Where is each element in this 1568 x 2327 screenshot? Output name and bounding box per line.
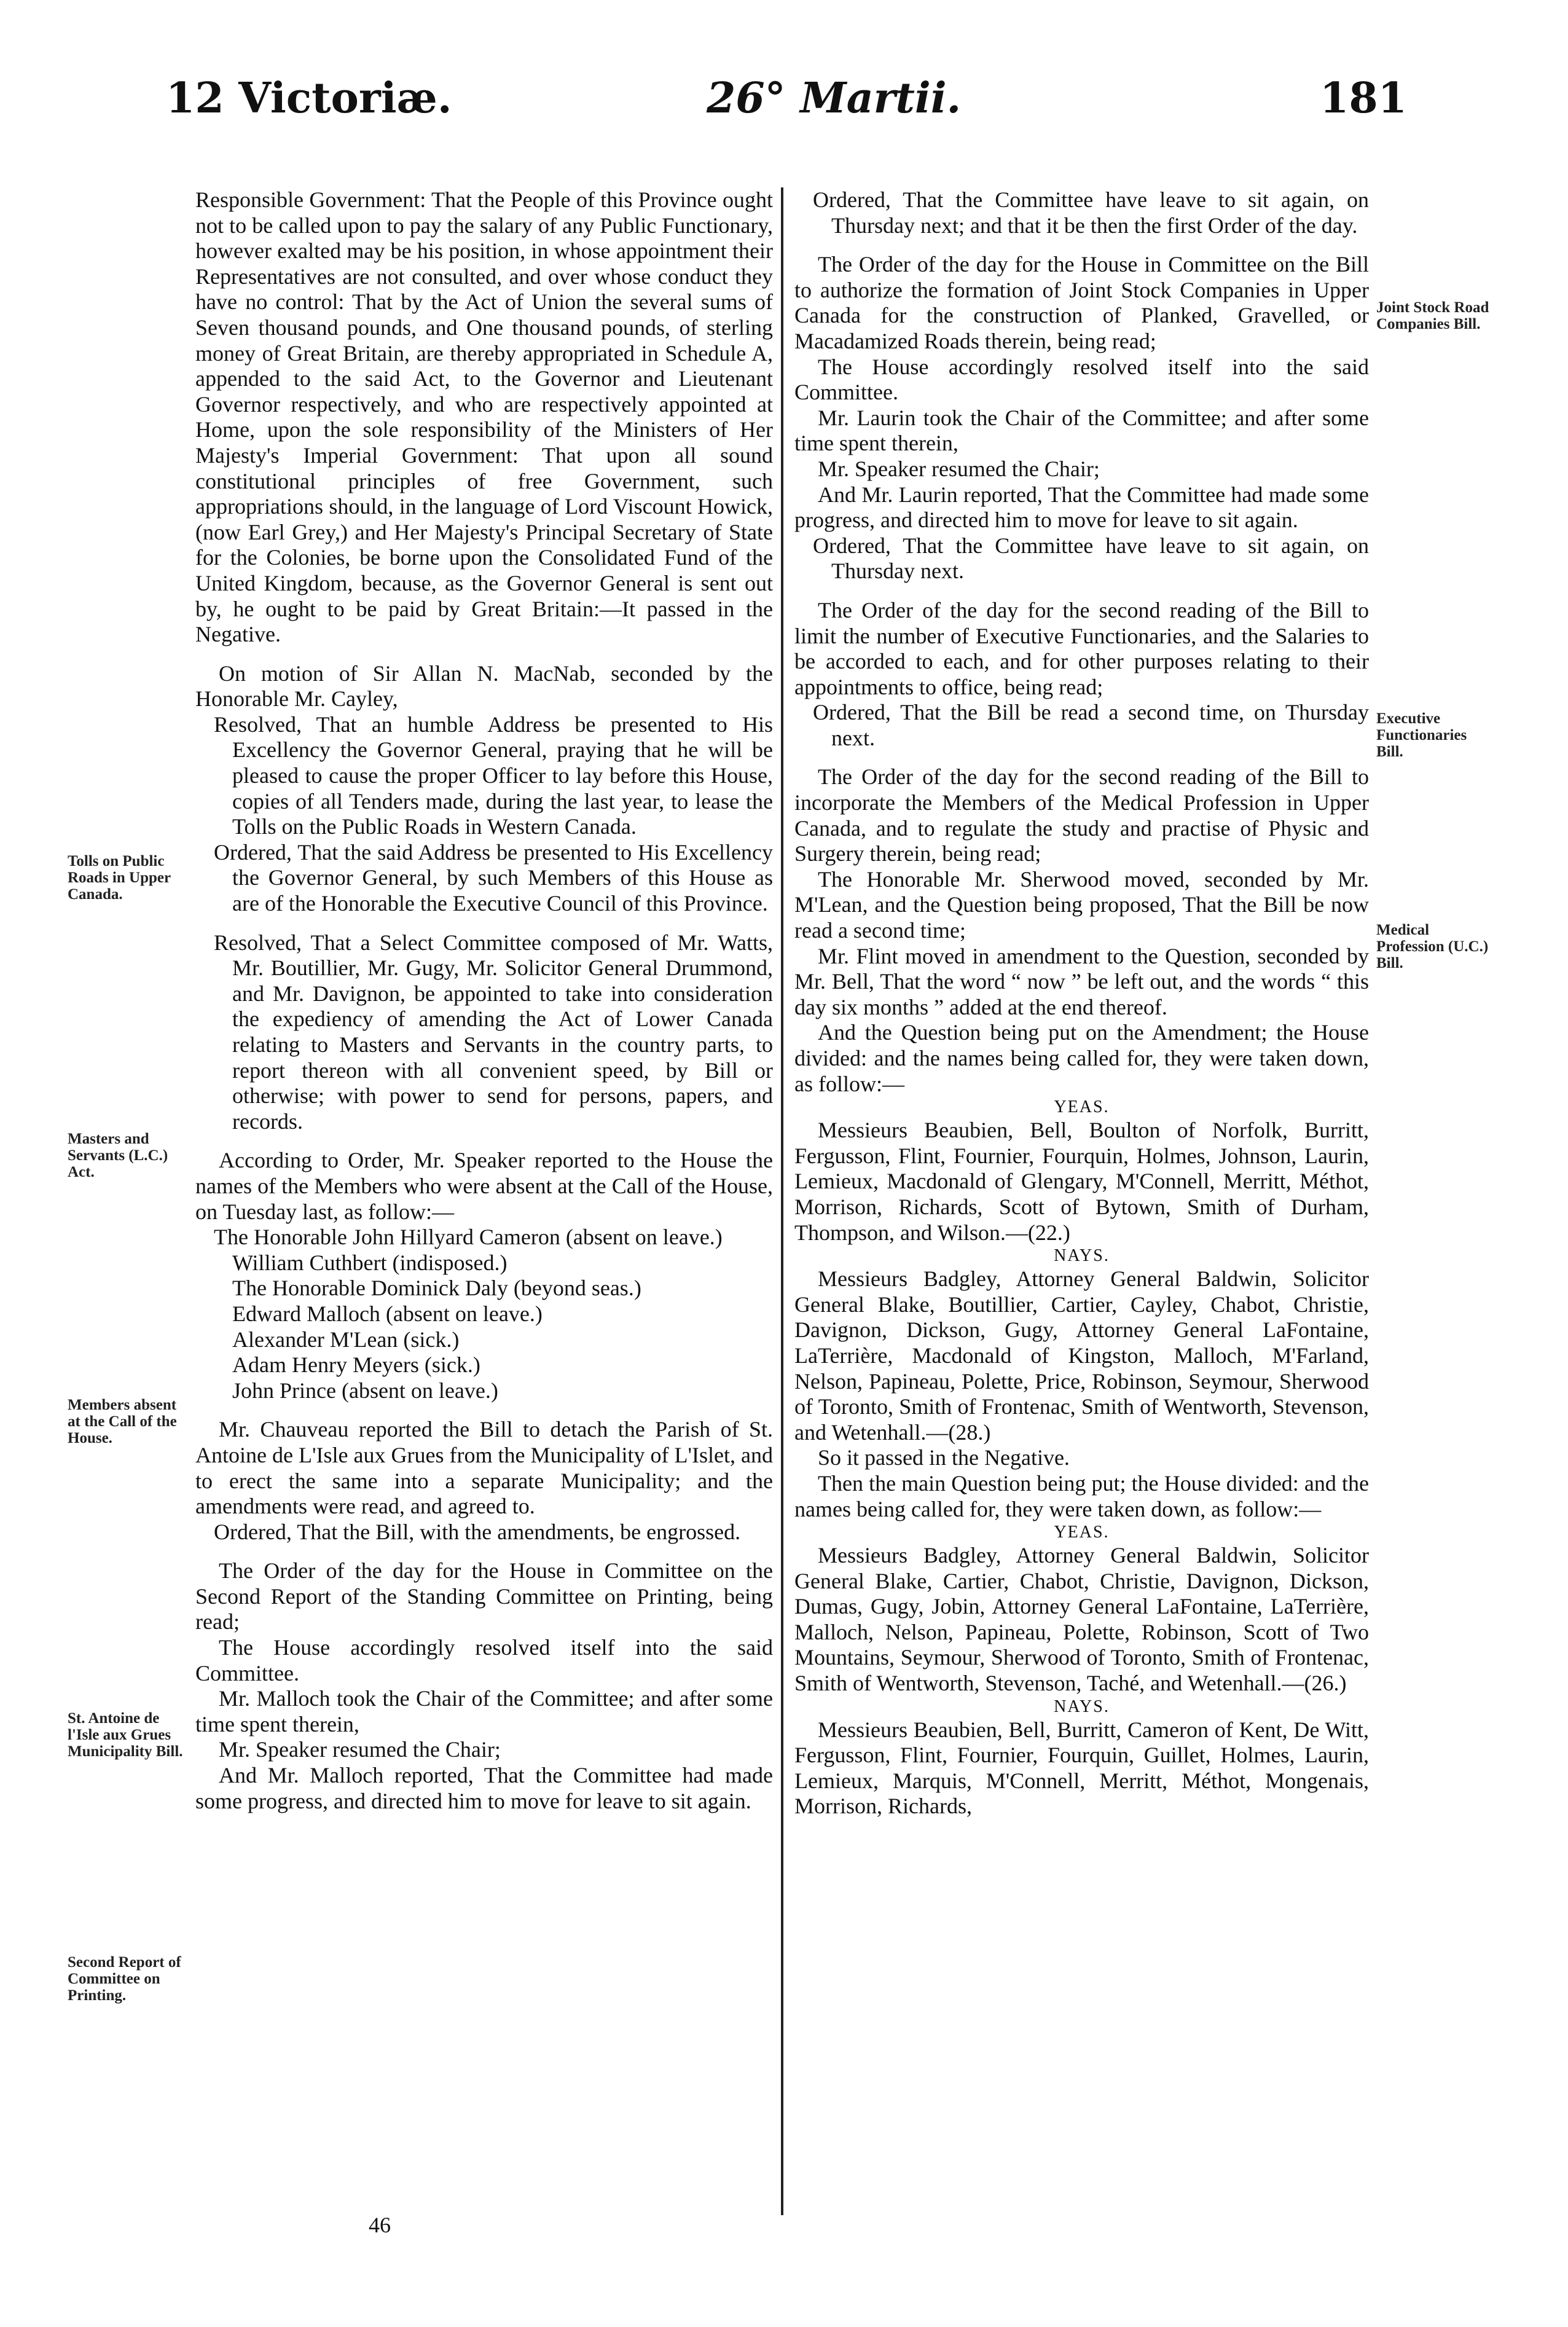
paragraph: On motion of Sir Allan N. MacNab, seconded by the Honorable Mr. Cayley,: [195, 661, 773, 712]
paragraph: Messieurs Beaubien, Bell, Burritt, Cameron of Kent, De Witt, Fergusson, Flint, Fournier, Fourquin, Guillet, Holmes, Laurin, Lemieux, Marquis, M'Connell, Merritt, Méthot, Mongenais, Morrison, Richards,: [794, 1717, 1369, 1819]
column-divider: [781, 187, 783, 2215]
paragraph: Ordered, That the Committee have leave to sit again, on Thursday next; and that it be then the first Order of the day.: [813, 187, 1369, 238]
running-title-date: 26° Martii.: [707, 74, 962, 123]
page-number: 181: [1320, 74, 1407, 123]
paragraph: Ordered, That the said Address be presented to His Excellency the Governor General, by such Members of this House as are of the Honorable the Executive Council of this Province.: [214, 839, 773, 916]
margin-note-members-absent: Members absent at the Call of the House.: [68, 1397, 177, 1446]
paragraph: The Honorable Dominick Daly (beyond seas.): [232, 1276, 641, 1301]
division-heading: YEAS.: [1054, 1523, 1110, 1542]
paragraph: Ordered, That the Bill, with the amendments, be engrossed.: [214, 1519, 741, 1544]
paragraph: Mr. Chauveau reported the Bill to detach the Parish of St. Antoine de L'Isle aux Grues from the Municipality of L'Islet, and to erect the same into a separate Municipality; and the amendments were read, and agreed to.: [195, 1417, 773, 1519]
margin-note-tolls: Tolls on Public Roads in Upper Canada.: [68, 853, 171, 903]
division-heading: NAYS.: [1054, 1697, 1110, 1716]
paragraph: And the Question being put on the Amendment; the House divided: and the names being called for, they were taken down, as follow:—: [794, 1020, 1369, 1096]
paragraph-gap: [195, 917, 773, 930]
paragraph-gap: [794, 751, 1369, 764]
folio-signature: 46: [369, 2213, 391, 2237]
paragraph-gap: [195, 1134, 773, 1148]
paragraph: Edward Malloch (absent on leave.): [232, 1301, 543, 1326]
paragraph: The House accordingly resolved itself into the said Committee.: [195, 1635, 773, 1685]
paragraph: John Prince (absent on leave.): [232, 1378, 498, 1403]
paragraph: William Cuthbert (indisposed.): [232, 1250, 508, 1275]
margin-note-st-antoine: St. Antoine de l'Isle aux Grues Municipality Bill.: [68, 1710, 183, 1760]
paragraph: Ordered, That the Committee have leave to sit again, on Thursday next.: [813, 533, 1369, 584]
paragraph: According to Order, Mr. Speaker reported to the House the names of the Members who were absent at the Call of the House, on Tuesday last, as follow:—: [195, 1148, 773, 1224]
paragraph: The Order of the day for the second reading of the Bill to limit the number of Executive Functionaries, and the Salaries to be accorded to each, and for other purposes relating to their appointments to office, being read;: [794, 597, 1369, 699]
paragraph-gap: [195, 1403, 773, 1417]
paragraph: Then the main Question being put; the House divided: and the names being called for, they were taken down, as follow:—: [794, 1470, 1369, 1521]
running-title-left: 12 Victoriæ.: [166, 74, 452, 123]
paragraph-gap: [794, 584, 1369, 598]
paragraph-gap: [195, 1545, 773, 1558]
paragraph: The House accordingly resolved itself into the said Committee.: [794, 354, 1369, 405]
paragraph: Responsible Government: That the People of this Province ought not to be called upon to pay the salary of any Public Functionary, however exalted may be his position, in whose appointment their Representatives are not consulted, and over whose conduct they have no control: That by the Act of Union the several sums of Seven thousand pounds, and One thousand pounds, of sterling money of Great Britain, are thereby appropriated in Schedule A, appended to the said Act, to the Governor and Lieutenant Governor respectively, and who are respectively appointed at Home, upon the sole responsibility of the Ministers of Her Majesty's Imperial Government: That upon all sound constitutional principles of free Government, such appropriations should, in the language of Lord Viscount Howick, (now Earl Grey,) and Her Majesty's Principal Secretary of State for the Colonies, be borne upon the Consolidated Fund of the United Kingdom, because, as the Governor General is sent out by, he ought to be paid by Great Britain:—It passed in the Negative.: [195, 187, 773, 647]
paragraph-gap: [195, 648, 773, 661]
paragraph: The Order of the day for the House in Committee on the Bill to authorize the formation of Joint Stock Companies in Upper Canada for the construction of Planked, Gravelled, or Macadamized Roads therein, being read;: [794, 252, 1369, 353]
paragraph: The Honorable John Hillyard Cameron (absent on leave.): [214, 1225, 723, 1250]
margin-note-executive: Executive Functionaries Bill.: [1376, 710, 1467, 760]
paragraph-gap: [794, 238, 1369, 252]
right-column: [794, 187, 1369, 1819]
paragraph: And Mr. Laurin reported, That the Committee had made some progress, and directed him to move for leave to sit again.: [794, 482, 1369, 533]
paragraph: Mr. Speaker resumed the Chair;: [219, 1737, 501, 1762]
margin-note-medical: Medical Profession (U.C.) Bill.: [1376, 922, 1489, 971]
paragraph: Resolved, That a Select Committee composed of Mr. Watts, Mr. Boutillier, Mr. Gugy, Mr. Solicitor General Drummond, and Mr. Davignon, be appointed to take into consideration the expediency of amending the Act of Lower Canada relating to Masters and Servants in the country parts, to report thereon with all convenient speed, by Bill or otherwise; with power to send for persons, papers, and records.: [214, 930, 773, 1134]
paragraph: The Order of the day for the House in Committee on the Second Report of the Standing Committee on Printing, being read;: [195, 1558, 773, 1634]
paragraph: And Mr. Malloch reported, That the Committee had made some progress, and directed him to move for leave to sit again.: [195, 1763, 773, 1813]
margin-note-masters: Masters and Servants (L.C.) Act.: [68, 1131, 168, 1180]
margin-note-second-report: Second Report of Committee on Printing.: [68, 1954, 181, 2004]
paragraph: Mr. Malloch took the Chair of the Committee; and after some time spent therein,: [195, 1686, 773, 1736]
paragraph: The Honorable Mr. Sherwood moved, seconded by Mr. M'Lean, and the Question being proposed, That the Bill be now read a second time;: [794, 866, 1369, 943]
paragraph: Ordered, That the Bill be read a second time, on Thursday next.: [813, 700, 1369, 750]
paragraph: Mr. Laurin took the Chair of the Committee; and after some time spent therein,: [794, 405, 1369, 456]
paragraph: So it passed in the Negative.: [818, 1445, 1070, 1470]
division-heading: NAYS.: [1054, 1246, 1110, 1266]
page-header: [166, 74, 1407, 141]
division-heading: YEAS.: [1054, 1097, 1110, 1117]
paragraph: Messieurs Badgley, Attorney General Baldwin, Solicitor General Blake, Cartier, Chabot, Christie, Davignon, Dickson, Dumas, Gugy, Jobin, Attorney General LaFontaine, LaTerrière, Malloch, Nelson, Papineau, Polette, Robinson, Scott of Two Mountains, Seymour, Sherwood of Toronto, Smith of Frontenac, Smith of Wentworth, Stevenson, Taché, and Wetenhall.—(26.): [794, 1543, 1369, 1696]
margin-note-joint-stock: Joint Stock Road Companies Bill.: [1376, 299, 1489, 332]
paragraph: Mr. Speaker resumed the Chair;: [818, 456, 1100, 481]
paragraph: Messieurs Beaubien, Bell, Boulton of Norfolk, Burritt, Fergusson, Flint, Fournier, Fourquin, Holmes, Johnson, Laurin, Lemieux, Macdonald of Glengary, M'Connell, Merritt, Méthot, Morrison, Richards, Scott of Bytown, Smith of Durham, Thompson, and Wilson.—(22.): [794, 1118, 1369, 1245]
paragraph: Resolved, That an humble Address be presented to His Excellency the Governor General, praying that he will be pleased to cause the proper Officer to lay before this House, copies of all Tenders made, during the last year, to lease the Tolls on the Public Roads in Western Canada.: [214, 712, 773, 839]
paragraph: The Order of the day for the second reading of the Bill to incorporate the Members of the Medical Profession in Upper Canada, and to regulate the study and practise of Physic and Surgery therein, being read;: [794, 764, 1369, 866]
paragraph: Adam Henry Meyers (sick.): [232, 1352, 480, 1378]
paragraph: Mr. Flint moved in amendment to the Question, seconded by Mr. Bell, That the word “ now ” be left out, and the words “ this day six months ” added at the end thereof.: [794, 943, 1369, 1019]
left-column: [195, 187, 773, 1814]
paragraph: Alexander M'Lean (sick.): [232, 1327, 460, 1352]
paragraph: Messieurs Badgley, Attorney General Baldwin, Solicitor General Blake, Boutillier, Cartier, Cayley, Chabot, Christie, Davignon, Dickson, Gugy, Attorney General LaFontaine, LaTerrière, Macdonald of Kingston, Malloch, M'Farland, Nelson, Papineau, Polette, Price, Robinson, Seymour, Sherwood of Toronto, Smith of Frontenac, Smith of Wentworth, Stevenson, and Wetenhall.—(28.): [794, 1266, 1369, 1445]
